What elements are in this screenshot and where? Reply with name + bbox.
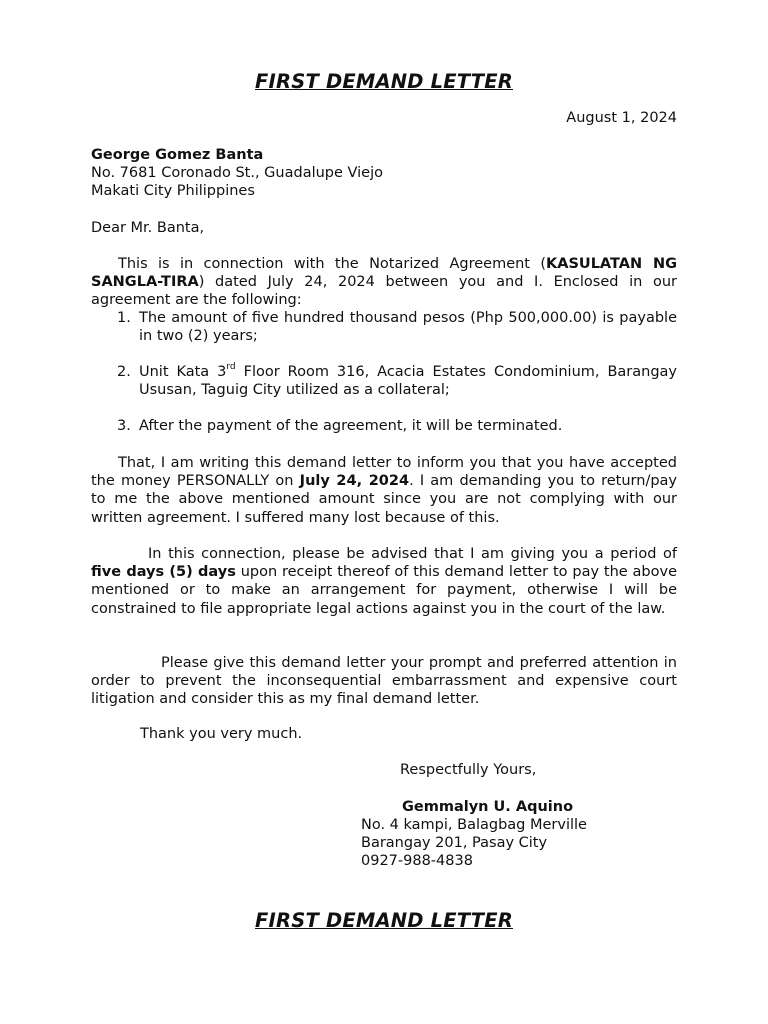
- agreement-name: KASULATAN NG SANGLA-TIRA: [91, 256, 677, 291]
- list-item-text: The amount of five hundred thousand pesos (Php 500,000.00) is payable in two (2) years;: [139, 310, 677, 345]
- agreement-items-list-1: [91, 309, 677, 345]
- agreement-items-list-2: [91, 363, 677, 399]
- sender-phone: 0927-988-4838: [361, 853, 473, 870]
- recipient-address-line1: No. 7681 Coronado St., Guadalupe Viejo: [91, 165, 383, 182]
- sender-name: Gemmalyn U. Aquino: [402, 799, 574, 815]
- list-item: 2. Unit Kata 3rd Floor Room 316, Acacia Estates Condominium, Barangay Ususan, Taguig City utilized as a collateral;: [117, 362, 678, 399]
- recipient-address-line2: Makati City Philippines: [91, 183, 255, 200]
- sender-address-block: [361, 816, 587, 871]
- deadline-paragraph: In this connection, please be advised that I am giving you a period of five days (5) days upon receipt thereof of this demand letter to pay the above mentioned or to make an arrangement for payment, otherwise I will be constrained to file appropriate legal actions against you in the court of the law.: [91, 546, 677, 617]
- payment-date: July 24, 2024: [299, 473, 410, 490]
- intro-paragraph: [91, 255, 677, 310]
- recipient-name: George Gomez Banta: [91, 147, 264, 163]
- intro-text-before: This is in connection with the Notarized Agreement (: [118, 256, 547, 272]
- recipient-address-block: [91, 146, 677, 201]
- salutation: Dear Mr. Banta,: [91, 220, 205, 236]
- footer-title: FIRST DEMAND LETTER: [255, 909, 513, 932]
- sender-address-line2: Barangay 201, Pasay City: [361, 835, 548, 852]
- deadline-period: five days (5) days: [91, 564, 236, 581]
- list-item-text: After the payment of the agreement, it will be terminated.: [139, 418, 563, 434]
- agreement-items-list-3: [91, 417, 677, 435]
- closing-line: Respectfully Yours,: [400, 762, 537, 778]
- page-title: FIRST DEMAND LETTER: [255, 70, 513, 93]
- thanks-line: Thank you very much.: [140, 726, 303, 742]
- intro-text-after: ) dated July 24, 2024 between you and I. Enclosed in our agreement are the following:: [91, 274, 677, 309]
- letter-date: August 1, 2024: [566, 110, 677, 126]
- list-item: 1. The amount of five hundred thousand pesos (Php 500,000.00) is payable in two (2) years;: [117, 310, 677, 345]
- sender-address-line1: No. 4 kampi, Balagbag Merville: [361, 817, 587, 833]
- list-item: 3. After the payment of the agreement, it will be terminated.: [117, 418, 563, 434]
- demand-paragraph: That, I am writing this demand letter to inform you that you have accepted the money PERSONALLY on July 24, 2024. I am demanding you to return/pay to me the above mentioned amount since you are not complying with our written agreement. I suffered many lost because of this.: [91, 455, 678, 526]
- final-notice-paragraph: Please give this demand letter your prompt and preferred attention in order to prevent the inconsequential embarrassment and expensive court litigation and consider this as my final demand letter.: [91, 655, 677, 708]
